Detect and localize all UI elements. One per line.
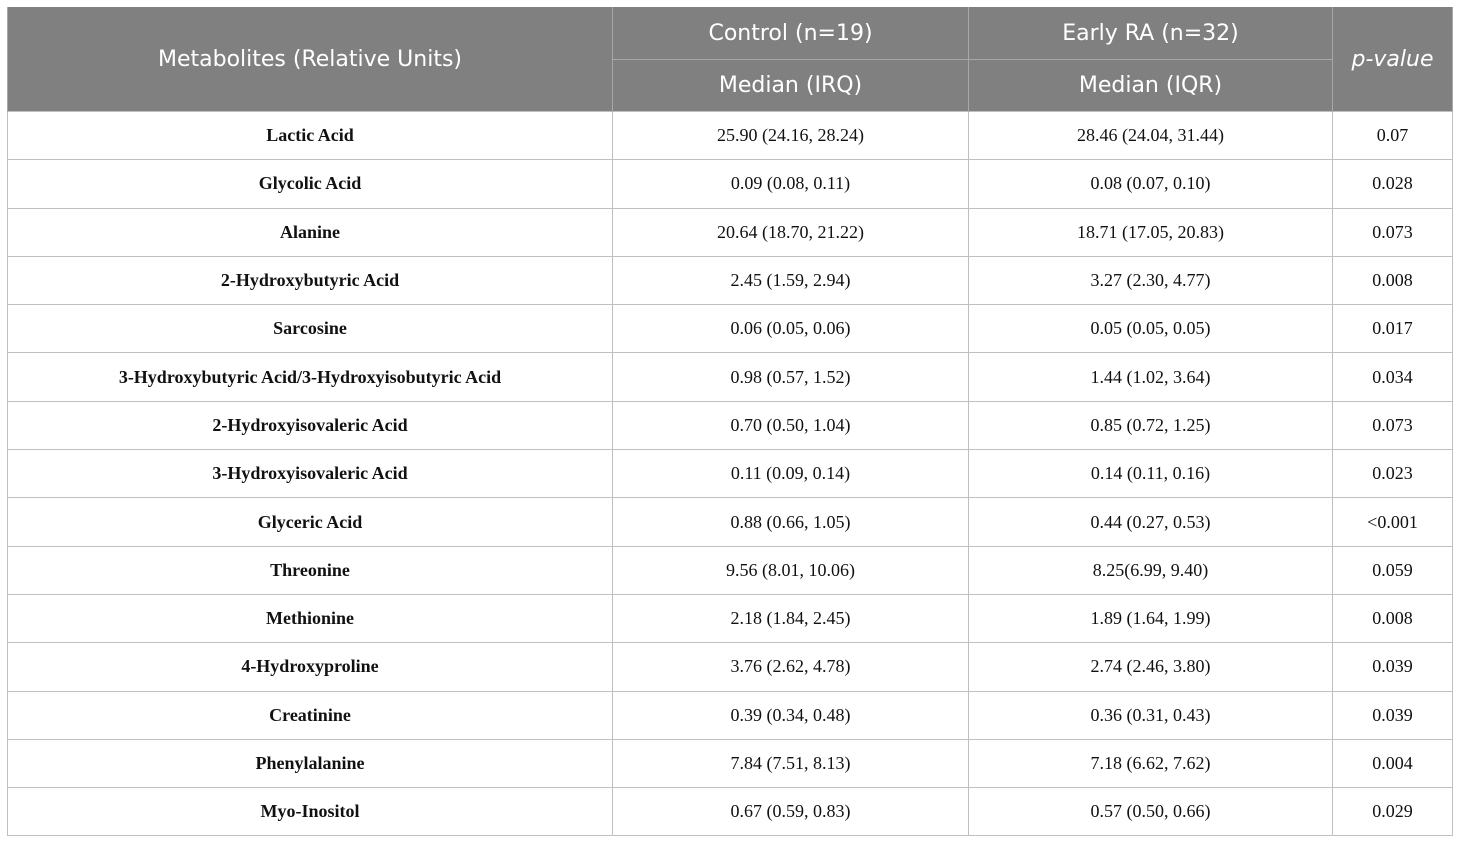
- table-row: [8, 643, 1453, 691]
- table-row: [8, 739, 1453, 787]
- metabolite-cell: Phenylalanine: [8, 739, 613, 787]
- p-value-cell: 0.017: [1333, 305, 1453, 353]
- p-value-cell: 0.028: [1333, 160, 1453, 208]
- table-row: [8, 498, 1453, 546]
- early-ra-median-cell: 0.57 (0.50, 0.66): [969, 788, 1333, 836]
- early-ra-median-cell: 2.74 (2.46, 3.80): [969, 643, 1333, 691]
- control-median-cell: 7.84 (7.51, 8.13): [613, 739, 969, 787]
- control-median-cell: 25.90 (24.16, 28.24): [613, 112, 969, 160]
- p-value-cell: 0.07: [1333, 112, 1453, 160]
- p-value-cell: 0.059: [1333, 546, 1453, 594]
- header-control-median: Median (IRQ): [613, 60, 969, 112]
- metabolite-cell: 3-Hydroxyisovaleric Acid: [8, 450, 613, 498]
- control-median-cell: 0.06 (0.05, 0.06): [613, 305, 969, 353]
- metabolite-cell: Myo-Inositol: [8, 788, 613, 836]
- early-ra-median-cell: 0.05 (0.05, 0.05): [969, 305, 1333, 353]
- table-row: [8, 160, 1453, 208]
- control-median-cell: 0.09 (0.08, 0.11): [613, 160, 969, 208]
- early-ra-median-cell: 1.44 (1.02, 3.64): [969, 353, 1333, 401]
- table-row: [8, 353, 1453, 401]
- control-median-cell: 3.76 (2.62, 4.78): [613, 643, 969, 691]
- p-value-cell: 0.023: [1333, 450, 1453, 498]
- metabolite-cell: Methionine: [8, 594, 613, 642]
- control-median-cell: 0.70 (0.50, 1.04): [613, 401, 969, 449]
- p-value-cell: 0.008: [1333, 256, 1453, 304]
- metabolite-cell: Glyceric Acid: [8, 498, 613, 546]
- early-ra-median-cell: 3.27 (2.30, 4.77): [969, 256, 1333, 304]
- table-body: [8, 112, 1453, 836]
- table-row: [8, 788, 1453, 836]
- table-row: [8, 256, 1453, 304]
- control-median-cell: 0.67 (0.59, 0.83): [613, 788, 969, 836]
- header-early-ra-median: Median (IQR): [969, 60, 1333, 112]
- table-row: [8, 112, 1453, 160]
- metabolites-table: [7, 7, 1453, 836]
- early-ra-median-cell: 8.25(6.99, 9.40): [969, 546, 1333, 594]
- control-median-cell: 20.64 (18.70, 21.22): [613, 208, 969, 256]
- control-median-cell: 9.56 (8.01, 10.06): [613, 546, 969, 594]
- table-row: [8, 401, 1453, 449]
- p-value-cell: <0.001: [1333, 498, 1453, 546]
- early-ra-median-cell: 0.08 (0.07, 0.10): [969, 160, 1333, 208]
- metabolite-cell: 2-Hydroxybutyric Acid: [8, 256, 613, 304]
- control-median-cell: 0.11 (0.09, 0.14): [613, 450, 969, 498]
- p-value-cell: 0.034: [1333, 353, 1453, 401]
- early-ra-median-cell: 0.44 (0.27, 0.53): [969, 498, 1333, 546]
- metabolite-cell: 4-Hydroxyproline: [8, 643, 613, 691]
- p-value-cell: 0.073: [1333, 401, 1453, 449]
- table-row: [8, 546, 1453, 594]
- header-metabolites: Metabolites (Relative Units): [8, 7, 613, 112]
- early-ra-median-cell: 7.18 (6.62, 7.62): [969, 739, 1333, 787]
- metabolite-cell: Creatinine: [8, 691, 613, 739]
- early-ra-median-cell: 0.36 (0.31, 0.43): [969, 691, 1333, 739]
- metabolite-cell: Glycolic Acid: [8, 160, 613, 208]
- metabolite-cell: Lactic Acid: [8, 112, 613, 160]
- p-value-cell: 0.039: [1333, 643, 1453, 691]
- early-ra-median-cell: 18.71 (17.05, 20.83): [969, 208, 1333, 256]
- table-row: [8, 450, 1453, 498]
- table-row: [8, 594, 1453, 642]
- p-value-cell: 0.073: [1333, 208, 1453, 256]
- early-ra-median-cell: 28.46 (24.04, 31.44): [969, 112, 1333, 160]
- control-median-cell: 0.88 (0.66, 1.05): [613, 498, 969, 546]
- control-median-cell: 0.39 (0.34, 0.48): [613, 691, 969, 739]
- early-ra-median-cell: 1.89 (1.64, 1.99): [969, 594, 1333, 642]
- table-header: [8, 7, 1453, 112]
- metabolite-cell: 2-Hydroxyisovaleric Acid: [8, 401, 613, 449]
- metabolite-cell: Sarcosine: [8, 305, 613, 353]
- table-row: [8, 691, 1453, 739]
- header-control-group: Control (n=19): [613, 7, 969, 60]
- metabolite-cell: Alanine: [8, 208, 613, 256]
- p-value-cell: 0.039: [1333, 691, 1453, 739]
- p-value-cell: 0.004: [1333, 739, 1453, 787]
- early-ra-median-cell: 0.85 (0.72, 1.25): [969, 401, 1333, 449]
- control-median-cell: 2.45 (1.59, 2.94): [613, 256, 969, 304]
- p-value-cell: 0.008: [1333, 594, 1453, 642]
- p-value-cell: 0.029: [1333, 788, 1453, 836]
- early-ra-median-cell: 0.14 (0.11, 0.16): [969, 450, 1333, 498]
- control-median-cell: 0.98 (0.57, 1.52): [613, 353, 969, 401]
- metabolite-cell: 3-Hydroxybutyric Acid/3-Hydroxyisobutyric Acid: [8, 353, 613, 401]
- control-median-cell: 2.18 (1.84, 2.45): [613, 594, 969, 642]
- header-early-ra-group: Early RA (n=32): [969, 7, 1333, 60]
- metabolite-cell: Threonine: [8, 546, 613, 594]
- table-row: [8, 305, 1453, 353]
- header-p-value: p-value: [1333, 7, 1453, 112]
- table-row: [8, 208, 1453, 256]
